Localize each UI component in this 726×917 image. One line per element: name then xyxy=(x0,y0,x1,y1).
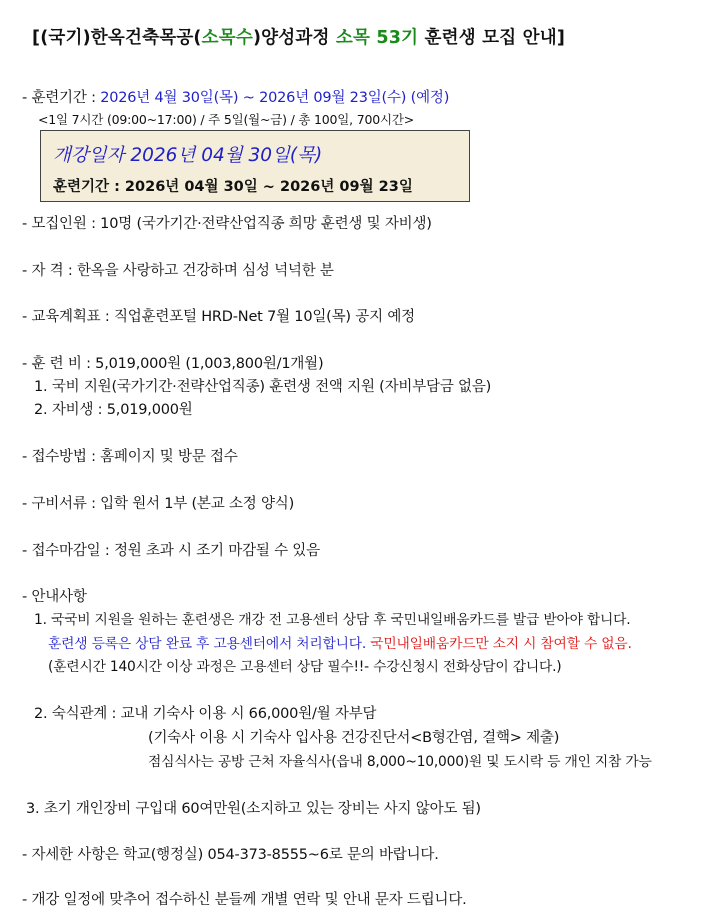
training-period-detail: <1일 7시간 (09:00~17:00) / 주 5일(월~금) / 총 100일, 700시간> xyxy=(38,112,415,127)
notice-2-line-2: (기숙사 이용 시 기숙사 입사용 건강진단서<B형간염, 결핵> 제출) xyxy=(148,730,560,746)
training-period-value: 2026년 4월 30일(목) ~ 2026년 09월 23일(수) (예정) xyxy=(100,90,450,106)
notice-1-line-1: 1. 국국비 지원을 원하는 훈련생은 개강 전 고용센터 상담 후 국민내일배움카드를 발급 받아야 합니다. xyxy=(34,612,631,628)
closing-notice: - 개강 일정에 맞추어 접수하신 분들께 개별 연락 및 안내 문자 드립니다. xyxy=(22,892,467,908)
required-documents: - 구비서류 : 입학 원서 1부 (본교 소정 양식) xyxy=(22,496,295,512)
recruit-count: - 모집인원 : 10명 (국가기간·전략산업직종 희망 훈련생 및 자비생) xyxy=(22,216,432,232)
notice-2-line-3: 점심식사는 공방 근처 자율식사(읍내 8,000~10,000)원 및 도시락 등 개인 지참 가능 xyxy=(148,754,652,770)
title-part-1: [(국기)한옥건축목공( xyxy=(32,28,202,48)
title-part-5: 훈련생 모집 안내] xyxy=(418,28,566,48)
notice-heading: - 안내사항 xyxy=(22,589,87,605)
opening-date-period: 훈련기간 : 2026년 04월 30일 ~ 2026년 09월 23일 xyxy=(53,179,413,195)
application-method: - 접수방법 : 홈페이지 및 방문 접수 xyxy=(22,449,238,465)
notice-1-line-3: (훈련시간 140시간 이상 과정은 고용센터 상담 필수!!- 수강신청시 전화상담이 갑니다.) xyxy=(48,659,562,675)
opening-date-box xyxy=(40,130,470,202)
title-part-3: )양성과정 xyxy=(252,28,336,48)
notice-3: 3. 초기 개인장비 구입대 60여만원(소지하고 있는 장비는 사지 않아도 됨) xyxy=(26,801,481,817)
training-fee: - 훈 련 비 : 5,019,000원 (1,003,800원/1개월) xyxy=(22,356,324,372)
opening-date-heading: 개강일자 2026년 04월 30일(목) xyxy=(53,145,323,166)
notice-1-line-2 xyxy=(48,632,632,652)
education-plan: - 교육계획표 : 직업훈련포털 HRD-Net 7월 10일(목) 공지 예정 xyxy=(22,309,415,325)
training-period xyxy=(22,86,449,107)
application-deadline: - 접수마감일 : 정원 초과 시 조기 마감될 수 있음 xyxy=(22,543,320,559)
title-cohort: 소목 53기 xyxy=(335,28,419,48)
title-part-2: 소목수 xyxy=(201,28,253,48)
contact-info: - 자세한 사항은 학교(행정실) 054-373-8555~6로 문의 바랍니다. xyxy=(22,847,439,863)
training-fee-item-2: 2. 자비생 : 5,019,000원 xyxy=(34,402,193,418)
training-period-label: - 훈련기간 : xyxy=(22,90,101,106)
notice-1-blue-text: 훈련생 등록은 상담 완료 후 고용센터에서 처리합니다. xyxy=(48,636,371,652)
notice-1-red-text: 국민내일배움카드만 소지 시 참여할 수 없음. xyxy=(370,636,632,652)
training-fee-item-1: 1. 국비 지원(국가기간·전략산업직종) 훈련생 전액 지원 (자비부담금 없음) xyxy=(34,379,492,395)
page-title xyxy=(32,24,565,49)
qualification: - 자 격 : 한옥을 사랑하고 건강하며 심성 넉넉한 분 xyxy=(22,263,334,279)
notice-2-line-1: 2. 숙식관계 : 교내 기숙사 이용 시 66,000원/월 자부담 xyxy=(34,706,377,722)
